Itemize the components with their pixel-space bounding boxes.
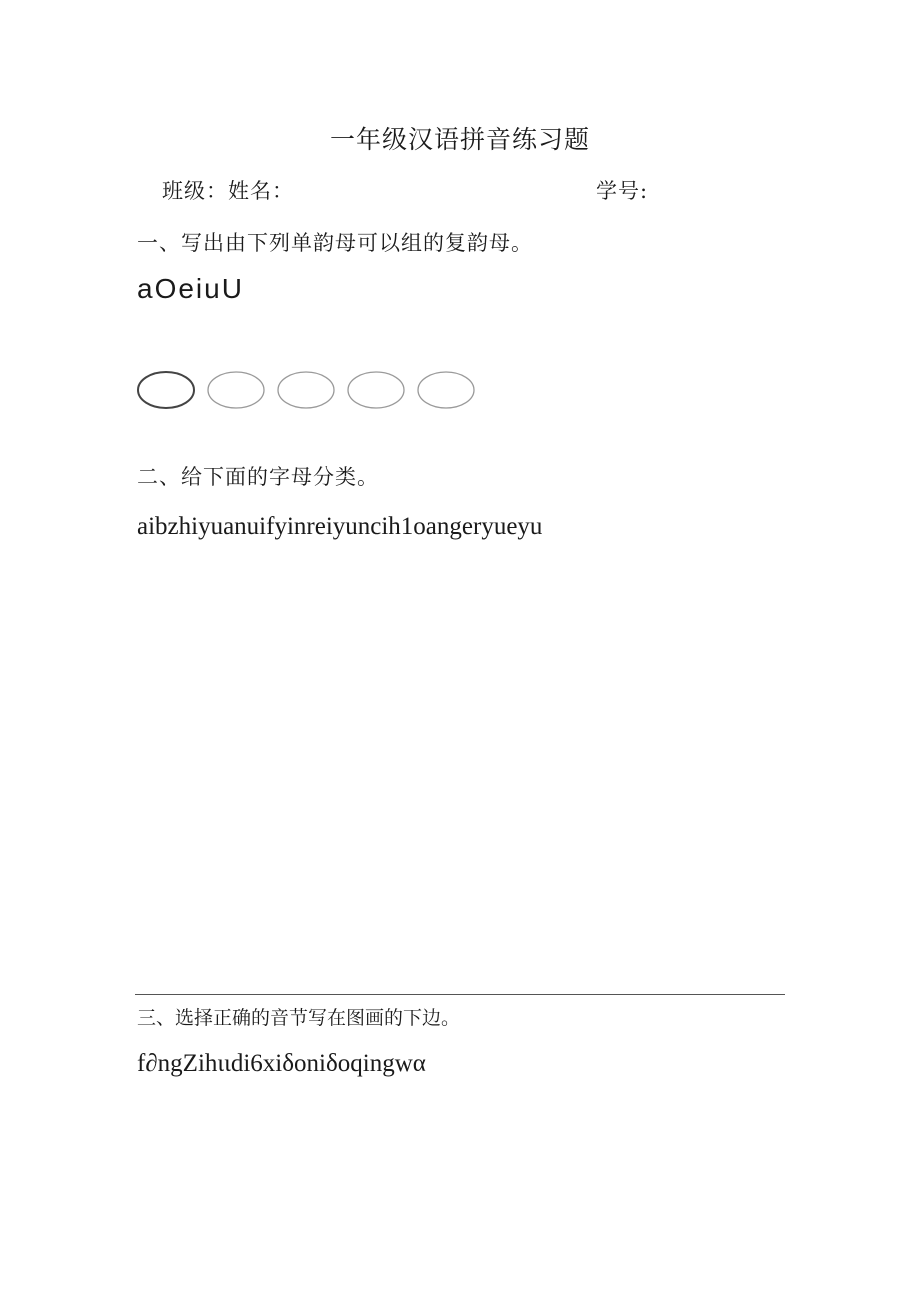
answer-oval xyxy=(348,372,404,408)
answer-ovals-graphic xyxy=(135,368,485,416)
syllables-text: f∂ngZihιιdi6xiδoniδoqingwα xyxy=(137,1050,426,1077)
section-3-heading: 三、选择正确的音节写在图画的下边。 xyxy=(137,1007,461,1029)
answer-oval xyxy=(208,372,264,408)
letters-to-classify: aibzhiyuanuifyinreiyuncih1oangeryueyu xyxy=(137,513,543,540)
student-number-label: 学号: xyxy=(596,179,649,203)
answer-oval xyxy=(418,372,474,408)
divider-line xyxy=(135,994,785,995)
answer-ovals xyxy=(135,368,485,416)
single-vowels-text: aOeiuU xyxy=(137,273,244,304)
section-1-heading: 一、写出由下列单韵母可以组的复韵母。 xyxy=(137,231,533,255)
page-title: 一年级汉语拼音练习题 xyxy=(329,125,590,154)
class-name-label: 班级：姓名： xyxy=(162,179,294,203)
answer-oval xyxy=(138,372,194,408)
section-2-heading: 二、给下面的字母分类。 xyxy=(137,465,379,489)
answer-oval xyxy=(278,372,334,408)
